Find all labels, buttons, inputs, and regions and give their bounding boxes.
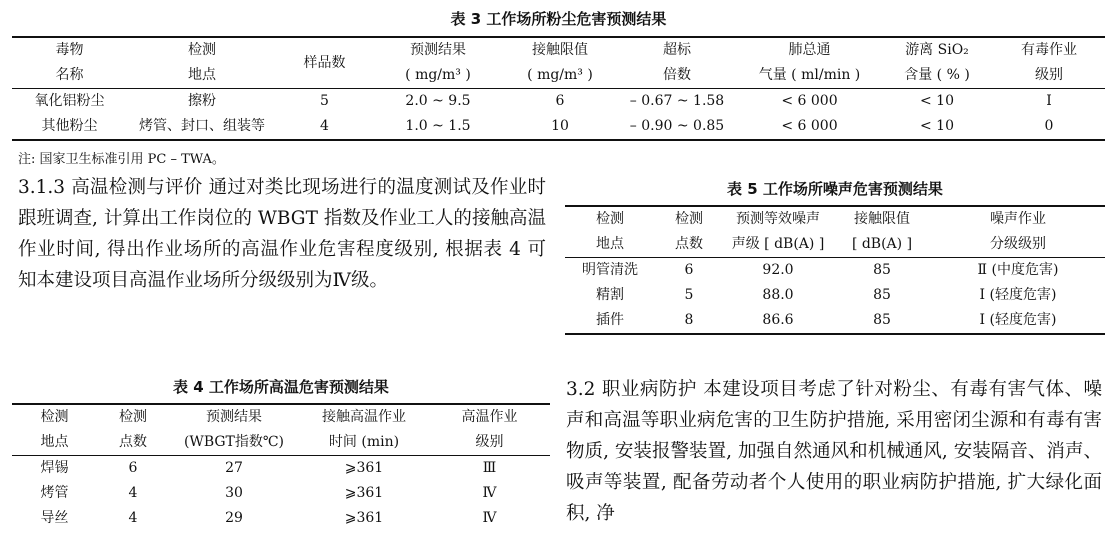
table3-cell: 1.0 ~ 1.5	[372, 114, 504, 140]
table3-cell: 擦粉	[188, 93, 216, 109]
table3-cell: 其他粉尘	[12, 114, 127, 140]
table4-header-cell: 预测结果	[169, 404, 299, 430]
table5-cell: Ⅰ (轻度危害)	[931, 308, 1105, 334]
table-row	[565, 308, 1105, 334]
table3-cell: 氧化铝粉尘	[34, 93, 105, 109]
table-row	[12, 114, 1105, 140]
table5-cell: 精割	[596, 287, 624, 303]
table3-cell: Ⅰ	[1046, 93, 1052, 109]
table-row	[12, 506, 550, 531]
table3-header-row	[12, 63, 1105, 89]
table3-cell: – 0.67 ~ 1.58	[629, 93, 725, 109]
table5-header-cell: 检测	[655, 206, 723, 232]
table5-cell: 8	[655, 308, 723, 334]
table3-header-row	[12, 37, 1105, 63]
table3-cell: – 0.90 ~ 0.85	[616, 114, 738, 140]
table4-cell: 4	[128, 510, 138, 526]
section-3-2-paragraph: 3.2 职业病防护 本建设项目考虑了针对粉尘、有毒有害气体、噪声和高温等职业病危害的卫生防护措施, 采用密闭尘源和有毒有害物质, 安装报警装置, 加强自然通风和机械通风, 安装隔音、消声、吸声等装置, 配备劳动者个人使用的职业病防护措施, 扩大绿化面积, 净	[566, 379, 1102, 524]
section-3-1-3-paragraph: 3.1.3 高温检测与评价 通过对类比现场进行的温度测试及作业时跟班调查, 计算出工作岗位的 WBGT 指数及作业工人的接触高温作业时间, 得出作业场所的高温作业危害程度级别, 根据表 4 可知本建设项目高温作业场所分级级别为Ⅳ级。	[18, 177, 546, 291]
table4-cell: 27	[225, 460, 243, 476]
table5-cell: 92.0	[762, 262, 794, 278]
table-row	[12, 89, 1105, 115]
table5-header-cell: 声级 [ dB(A) ]	[723, 232, 833, 258]
table5-cell: 明管清洗	[582, 262, 638, 278]
table4-cell: ⩾361	[344, 460, 384, 476]
table5-cell: 插件	[565, 308, 655, 334]
table5-header-cell: 点数	[655, 232, 723, 258]
table5-header-row	[565, 206, 1105, 232]
table5-header-cell: 地点	[565, 232, 655, 258]
table3-header-cell: 倍数	[616, 63, 738, 89]
table4-cell: ⩾361	[344, 485, 384, 501]
table5-cell: 85	[833, 308, 931, 334]
table-row	[12, 481, 550, 506]
table4-header-cell: 点数	[97, 430, 169, 456]
table3-header-cell: 级别	[993, 63, 1105, 89]
table4-header-cell: 检测	[97, 404, 169, 430]
table4-header-cell: 级别	[429, 430, 550, 456]
table3-header-cell: 名称	[12, 63, 127, 89]
table3-cell: < 6 000	[781, 93, 838, 109]
table3-cell: < 10	[920, 93, 954, 109]
table4-cell: 6	[128, 460, 138, 476]
table3-header-cell: 接触限值	[504, 37, 616, 63]
table3-header-cell: 地点	[127, 63, 277, 89]
table5-cell: 88.0	[762, 287, 794, 303]
table5-cell: 86.6	[723, 308, 833, 334]
table3-cell: < 10	[881, 114, 993, 140]
table3-header-cell: 含量 ( % )	[881, 63, 993, 89]
table5-cell: 6	[684, 262, 694, 278]
table3-header-cell: 毒物	[12, 37, 127, 63]
table4-cell: 4	[128, 485, 138, 501]
table4-header-row	[12, 404, 550, 430]
table4-cell: ⩾361	[344, 510, 384, 526]
table5-header-cell: [ dB(A) ]	[833, 232, 931, 258]
table5-cell: 5	[684, 287, 694, 303]
table5-caption: 表 5 工作场所噪声危害预测结果	[727, 180, 943, 198]
table4-header-cell: 接触高温作业	[299, 404, 429, 430]
table3-cell: 2.0 ~ 9.5	[405, 93, 471, 109]
table5-cell: Ⅰ (轻度危害)	[979, 287, 1057, 303]
table5-cell: 85	[873, 262, 891, 278]
table-row	[565, 258, 1105, 284]
table4-cell: Ⅲ	[482, 460, 497, 476]
table3-cell: 0	[993, 114, 1105, 140]
table5-cell: Ⅱ (中度危害)	[977, 262, 1059, 278]
table5-cell: 85	[873, 287, 891, 303]
table3-header-cell: ( mg/m³ )	[504, 63, 616, 89]
table4-header-cell: 检测	[12, 404, 97, 430]
table5-header-cell: 分级级别	[931, 232, 1105, 258]
table4-header-cell: 高温作业	[429, 404, 550, 430]
table4-cell: 焊锡	[40, 460, 69, 476]
table3-caption: 表 3 工作场所粉尘危害预测结果	[450, 10, 667, 28]
table3-cell: 4	[277, 114, 372, 140]
table4-header-row	[12, 430, 550, 456]
table3-header-cell: ( mg/m³ )	[372, 63, 504, 89]
table3-header-cell: 肺总通	[738, 37, 881, 63]
table5-header-cell: 预测等效噪声	[723, 206, 833, 232]
table4-cell: 烤管	[40, 485, 69, 501]
table3-header-cell: 预测结果	[372, 37, 504, 63]
table3-note: 注: 国家卫生标准引用 PC – TWA。	[18, 152, 225, 167]
table4-header-cell: 地点	[12, 430, 97, 456]
table3-header-cell: 有毒作业	[993, 37, 1105, 63]
table3-cell: 6	[555, 93, 565, 109]
table5-header-row	[565, 232, 1105, 258]
table4-cell: 30	[225, 485, 243, 501]
table3-header-cell: 检测	[127, 37, 277, 63]
table3-cell: 5	[320, 93, 329, 109]
table5-header-cell: 噪声作业	[931, 206, 1105, 232]
table3-header-cell: 样品数	[277, 37, 372, 89]
table4-cell: Ⅳ	[482, 510, 497, 526]
table3-cell: 烤管、封口、组装等	[127, 114, 277, 140]
table3-cell: 10	[504, 114, 616, 140]
table-row	[12, 456, 550, 482]
table-row	[565, 283, 1105, 308]
table4-cell: 导丝	[40, 510, 69, 526]
table3-cell: < 6 000	[738, 114, 881, 140]
table4-caption: 表 4 工作场所高温危害预测结果	[173, 378, 389, 396]
table5-header-cell: 检测	[565, 206, 655, 232]
table3	[12, 36, 1105, 141]
table4-cell: Ⅳ	[482, 485, 497, 501]
table5	[565, 205, 1105, 335]
table4-header-cell: (WBGT指数℃)	[169, 430, 299, 456]
table4-cell: 29	[225, 510, 243, 526]
table5-header-cell: 接触限值	[833, 206, 931, 232]
table4-header-cell: 时间 (min)	[299, 430, 429, 456]
table3-header-cell: 气量 ( ml/min )	[738, 63, 881, 89]
table3-header-cell: 超标	[616, 37, 738, 63]
table4	[12, 403, 550, 531]
table3-header-cell: 游离 SiO₂	[881, 37, 993, 63]
